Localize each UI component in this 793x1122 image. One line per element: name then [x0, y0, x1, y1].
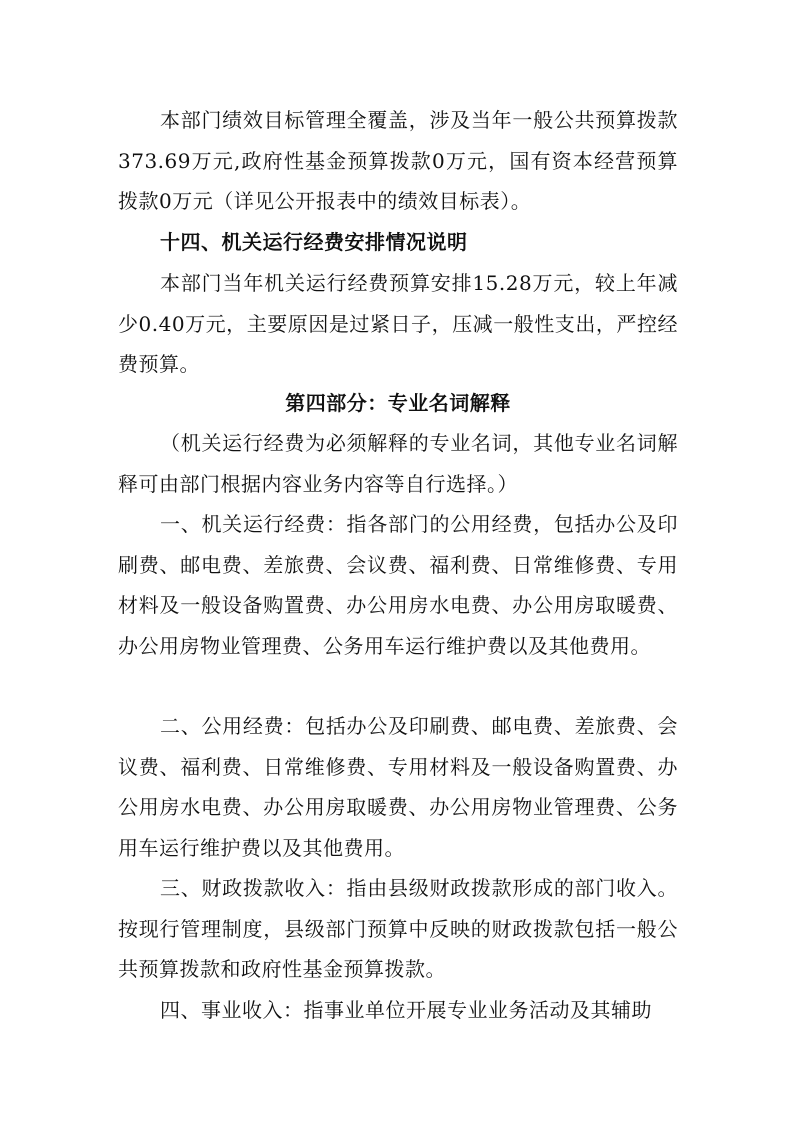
- paragraph-performance-targets: 本部门绩效目标管理全覆盖，涉及当年一般公共预算拨款373.69万元,政府性基金预算拨款0万元，国有资本经营预算拨款0万元（详见公开报表中的绩效目标表）。: [118, 108, 678, 213]
- paragraph-operating-cost: 本部门当年机关运行经费预算安排15.28万元，较上年减少0.40万元，主要原因是过紧日子，压减一般性支出，严控经费预算。: [118, 271, 678, 376]
- part-4-heading: 第四部分：专业名词解释: [285, 391, 511, 415]
- section-14-heading: 十四、机关运行经费安排情况说明: [160, 230, 468, 254]
- term-definition-2: 二、公用经费：包括办公及印刷费、邮电费、差旅费、会议费、福利费、日常维修费、专用材料及一般设备购置费、办公用房水电费、办公用房取暖费、办公用房物业管理费、公务用车运行维护费以及其他费用。: [118, 714, 678, 860]
- term-definition-3: 三、财政拨款收入：指由县级财政拨款形成的部门收入。按现行管理制度，县级部门预算中反映的财政拨款包括一般公共预算拨款和政府性基金预算拨款。: [118, 876, 678, 981]
- term-definition-4: 四、事业收入：指事业单位开展专业业务活动及其辅助: [160, 998, 652, 1022]
- paragraph-terms-note: （机关运行经费为必须解释的专业名词，其他专业名词解释可由部门根据内容业务内容等自行选择。）: [118, 431, 678, 496]
- term-definition-1: 一、机关运行经费：指各部门的公用经费，包括办公及印刷费、邮电费、差旅费、会议费、福利费、日常维修费、专用材料及一般设备购置费、办公用房水电费、办公用房取暖费、办公用房物业管理费、公务用车运行维护费以及其他费用。: [118, 512, 678, 658]
